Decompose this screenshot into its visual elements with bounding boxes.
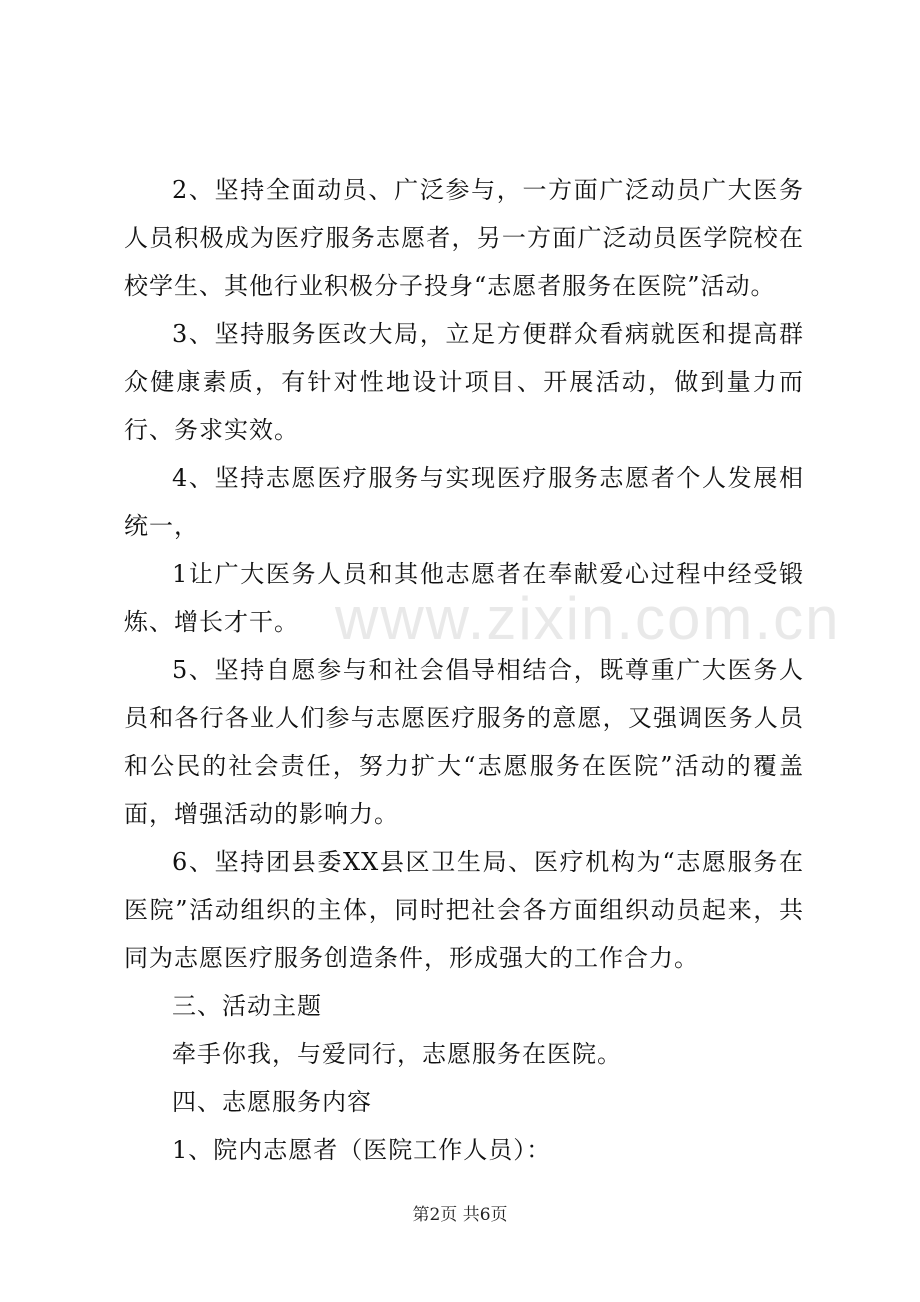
paragraph-principle-4-cont: 1让广大医务人员和其他志愿者在奉献爱心过程中经受锻炼、增长才干。 [124, 560, 804, 636]
section-heading-content: 四、志愿服务内容 [172, 1088, 372, 1116]
paragraph-theme: 牵手你我，与爱同行，志愿服务在医院。 [172, 1040, 622, 1068]
paragraph-principle-4: 4、坚持志愿医疗服务与实现医疗服务志愿者个人发展相统一， [124, 464, 804, 540]
page-footer: 第2页 共6页 [412, 1205, 508, 1225]
section-heading-theme: 三、活动主题 [172, 992, 322, 1020]
paragraph-principle-2: 2、坚持全面动员、广泛参与，一方面广泛动员广大医务人员积极成为医疗服务志愿者，另一方面广泛动员医学院校在校学生、其他行业积极分子投身“志愿者服务在医院”活动。 [124, 176, 804, 300]
paragraph-principle-6: 6、坚持团县委XX县区卫生局、医疗机构为“志愿服务在医院”活动组织的主体，同时把社会各方面组织动员起来，共同为志愿医疗服务创造条件，形成强大的工作合力。 [124, 848, 804, 972]
watermark: www.zixin.com.cn [335, 585, 841, 652]
paragraph-principle-3: 3、坚持服务医改大局，立足方便群众看病就医和提高群众健康素质，有针对性地设计项目、开展活动，做到量力而行、务求实效。 [124, 320, 804, 444]
document-body [124, 166, 804, 1174]
paragraph-principle-5: 5、坚持自愿参与和社会倡导相结合，既尊重广大医务人员和各行各业人们参与志愿医疗服务的意愿，又强调医务人员和公民的社会责任，努力扩大“志愿服务在医院”活动的覆盖面，增强活动的影响力。 [124, 656, 804, 828]
paragraph-content-1: 1、院内志愿者（医院工作人员）： [172, 1136, 552, 1164]
